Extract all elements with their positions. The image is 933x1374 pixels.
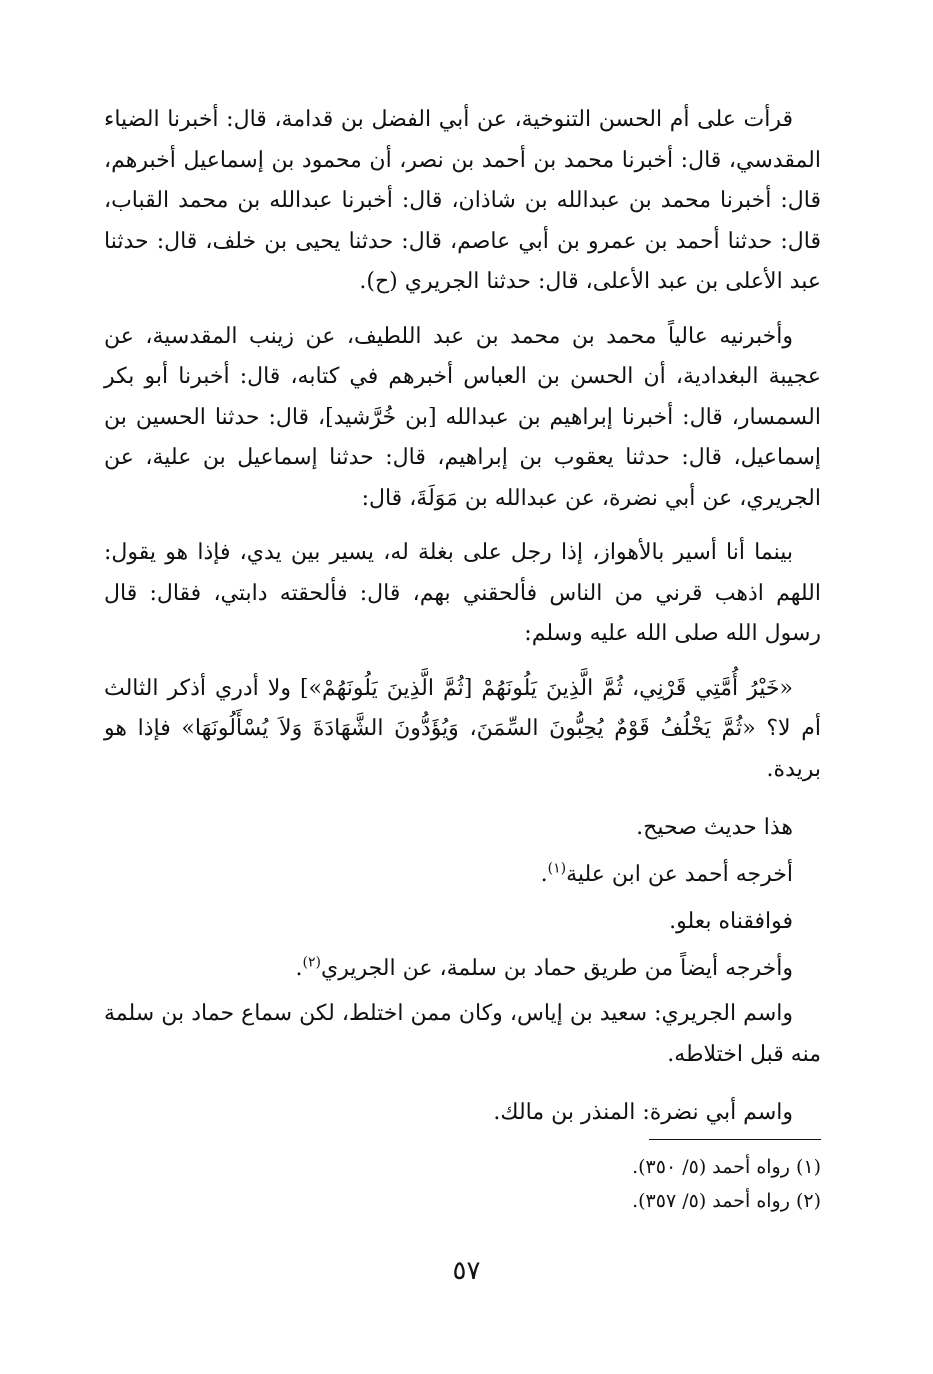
takhrij-text-1: أخرجه أحمد عن ابن علية — [566, 862, 793, 887]
hadith-text-paragraph: «خَيْرُ أُمَّتِي قَرْنِي، ثُمَّ الَّذِينَ يَلُونَهُمْ [ثُمَّ الَّذِينَ يَلُونَهُمْ»] ولا أدري أذكر الثالث أم لا؟ «ثُمَّ يَخْلُفُ قَوْمٌ يُحِبُّونَ السِّمَنَ، وَيُؤَدُّونَ الشَّهَادَةَ وَلاَ يُسْأَلُونَهَا» فإذا هو بريدة. — [104, 675, 821, 782]
takhrij-end-1: . — [540, 862, 548, 887]
narrator-name-line: واسم أبي نضرة: المنذر بن مالك. — [493, 1100, 793, 1125]
isnad-paragraph-2: وأخبرنيه عالياً محمد بن محمد بن عبد اللطيف، عن زينب المقدسية، عن عجيبة البغدادية، أن الحسن بن العباس أخبرهم في كتابه، قال: أخبرنا أبو بكر السمسار، قال: أخبرنا إبراهيم بن عبدالله [بن خُرَّشيد]، قال: حدثنا الحسين بن إسماعيل، قال: حدثنا يعقوب بن إبراهيم، قال: حدثنا إسماعيل بن علية، عن الجريري، عن أبي نضرة، عن عبدالله بن مَوَلَةَ، قال: — [104, 323, 821, 511]
narration-paragraph: بينما أنا أسير بالأهواز، إذا رجل على بغلة له، يسير بين يدي، فإذا هو يقول: اللهم اذهب قرني من الناس فألحقني بهم، قال: فألحقته دابتي، فقال: قال رسول الله صلى الله عليه وسلم: — [104, 540, 821, 646]
narrator-note-paragraph: واسم الجريري: سعيد بن إياس، وكان ممن اختلط، لكن سماع حماد بن سلمة منه قبل اختلاطه. — [104, 1001, 821, 1067]
footnote-1: (١) رواه أحمد (٥/ ٣٥٠). — [632, 1156, 821, 1178]
page-number: ٥٧ — [452, 1256, 481, 1286]
footnote-ref-1: (١) — [547, 860, 567, 877]
takhrij-line-2 — [104, 945, 821, 992]
footnote-2: (٢) رواه أحمد (٥/ ٣٥٧). — [632, 1190, 821, 1212]
footnote-ref-2: (٢) — [302, 954, 321, 971]
footnote-divider — [649, 1139, 821, 1140]
agreement-line: فوافقناه بعلو. — [669, 909, 793, 934]
isnad-paragraph-1: قرأت على أم الحسن التنوخية، عن أبي الفضل بن قدامة، قال: أخبرنا الضياء المقدسي، قال: أخبرنا محمد بن أحمد بن نصر، أن محمود بن إسماعيل أخبرهم، قال: أخبرنا محمد بن عبدالله بن شاذان، قال: أخبرنا عبدالله بن محمد القباب، قال: حدثنا أحمد بن عمرو بن أبي عاصم، قال: حدثنا يحيى بن خلف، قال: حدثنا عبد الأعلى بن عبد الأعلى، قال: حدثنا الجريري (ح). — [104, 107, 821, 294]
main-text — [104, 100, 821, 1136]
takhrij-end-2: . — [295, 956, 303, 981]
takhrij-text-2: وأخرجه أيضاً من طريق حماد بن سلمة، عن الجريري — [320, 956, 793, 981]
takhrij-line-1 — [104, 851, 821, 898]
grading-line: هذا حديث صحيح. — [636, 815, 793, 840]
footnotes — [104, 1150, 821, 1218]
